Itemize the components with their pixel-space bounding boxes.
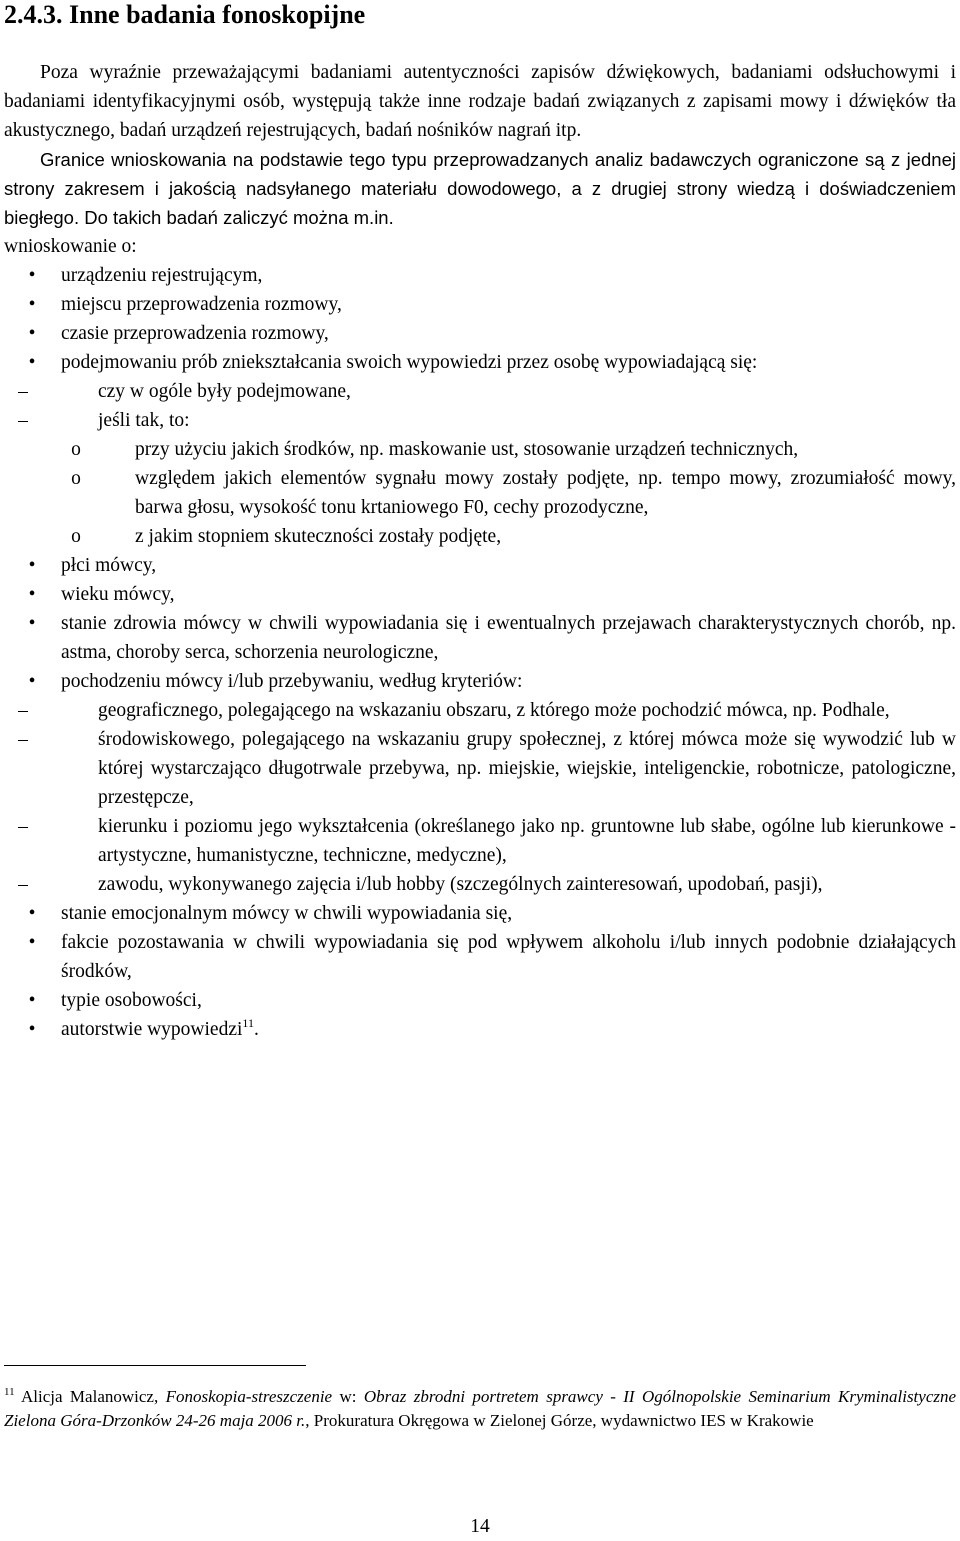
footnote-author: Alicja Malanowicz, <box>21 1387 159 1406</box>
list-item: • stanie zdrowia mówcy w chwili wypowiadania się i ewentualnych przejawach charakterystycznych chorób, np. astma, choroby serca, schorzenia neurologiczne, <box>4 609 956 667</box>
list-item: • czasie przeprowadzenia rozmowy, <box>4 319 956 348</box>
list-item: • autorstwie wypowiedzi$^{11}$. <box>4 1015 956 1044</box>
footnote-number: 11 <box>4 1386 15 1398</box>
dash-icon: – <box>18 874 28 895</box>
bullet-icon: • <box>28 265 36 286</box>
subsublist-item: o względem jakich elementów sygnału mowy zostały podjęte, np. tempo mowy, zrozumiałość mowy, barwa głosu, wysokość tonu krtaniowego F0, cechy prozodyczne, <box>98 464 956 522</box>
list-item: • miejscu przeprowadzenia rozmowy, <box>4 290 956 319</box>
subsublist-item: o z jakim stopniem skuteczności zostały podjęte, <box>98 522 956 551</box>
list-item: • stanie emocjonalnym mówcy w chwili wypowiadania się, <box>4 899 956 928</box>
page-number: 14 <box>470 1516 490 1537</box>
list-item: • fakcie pozostawania w chwili wypowiadania się pod wpływem alkoholu i/lub innych podobnie działających środków, <box>4 928 956 986</box>
list-item: • płci mówcy, <box>4 551 956 580</box>
footnote-source: Obraz zbrodni portretem sprawcy - II Ogólnopolskie Seminarium Kryminalistyczne Zielona Góra-Drzonków 24-26 maja 2006 r. <box>4 1387 957 1430</box>
footnote-publisher: , Prokuratura Okręgowa w Zielonej Górze, wydawnictwo IES w Krakowie <box>305 1411 814 1430</box>
section-heading: 2.4.3. Inne badania fonoskopijne <box>4 0 366 29</box>
circle-bullet-icon: o <box>71 439 81 460</box>
body-content <box>4 58 956 1044</box>
sublist-distortion <box>18 377 956 551</box>
bullet-icon: • <box>28 352 36 373</box>
bullet-icon: • <box>28 323 36 344</box>
sublist-item: – czy w ogóle były podejmowane, <box>61 377 956 406</box>
list-lead: wnioskowanie o: <box>4 236 137 257</box>
list-item: • wieku mówcy, <box>4 580 956 609</box>
sublist-origin-criteria <box>18 696 956 899</box>
bullet-icon: • <box>28 903 36 924</box>
dash-icon: – <box>18 729 28 750</box>
bullet-icon: • <box>28 1019 36 1040</box>
footnote-in: w: <box>339 1387 357 1406</box>
footnote-separator <box>4 1365 306 1366</box>
sublist-item: – zawodu, wykonywanego zajęcia i/lub hobby (szczególnych zainteresowań, upodobań, pasji), <box>61 870 956 899</box>
inference-list <box>4 261 956 1044</box>
sublist-if-yes <box>71 435 956 551</box>
paragraph-limits: Granice wnioskowania na podstawie tego typu przeprowadzanych analiz badawczych ograniczone są z jednej strony zakresem i jakością nadsyłanego materiału dowodowego, a z drugiej strony wiedzą i doświadczeniem biegłego. Do takich badań zaliczyć można m.in. <box>4 149 956 228</box>
list-item: • urządzeniu rejestrującym, <box>4 261 956 290</box>
list-item: • typie osobowości, <box>4 986 956 1015</box>
dash-icon: – <box>18 410 28 431</box>
bullet-icon: • <box>28 671 36 692</box>
circle-bullet-icon: o <box>71 526 81 547</box>
dash-icon: – <box>18 700 28 721</box>
footnote-title: Fonoskopia-streszczenie <box>165 1387 333 1406</box>
sublist-item: – kierunku i poziomu jego wykształcenia (określanego jako np. gruntowne lub słabe, ogólne lub kierunkowe - artystyczne, humanistyczne, techniczne, medyczne), <box>61 812 956 870</box>
bullet-icon: • <box>28 294 36 315</box>
subsublist-item: o przy użyciu jakich środków, np. maskowanie ust, stosowanie urządzeń technicznych, <box>98 435 956 464</box>
list-item: • podejmowaniu prób zniekształcania swoich wypowiedzi przez osobę wypowiadającą się: – czy w ogóle były podejmowane, – jeśli tak, to: o przy użyciu jakich środków, np. maskowanie ust, stosowanie urządzeń technicznych, o względem jakich elementów sygnału mowy zostały podjęte, np. tempo mowy, zrozumiałość mowy, barwa głosu, wysokość tonu krtaniowego F0, cechy prozodyczne, o z jakim stopniem skuteczności zostały podjęte, <box>4 348 956 551</box>
footnote-reference[interactable]: 11 <box>242 1016 254 1030</box>
sublist-item: – środowiskowego, polegającego na wskazaniu grupy społecznej, z której mówca może się wywodzić lub w której wystarczająco długotrwale przebywa, np. miejskie, wiejskie, inteligenckie, robotnicze, patologiczne, przestępcze, <box>61 725 956 812</box>
footnote <box>4 1385 956 1433</box>
sublist-item: – geograficznego, polegającego na wskazaniu obszaru, z którego może pochodzić mówca, np. Podhale, <box>61 696 956 725</box>
dash-icon: – <box>18 816 28 837</box>
bullet-icon: • <box>28 990 36 1011</box>
bullet-icon: • <box>28 613 36 634</box>
paragraph-intro: Poza wyraźnie przeważającymi badaniami autentyczności zapisów dźwiękowych, badaniami odsłuchowymi i badaniami identyfikacyjnymi osób, występują także inne rodzaje badań związanych z zapisami mowy i dźwięków tła akustycznego, badań urządzeń rejestrujących, badań nośników nagrań itp. <box>4 62 956 141</box>
sublist-item: – jeśli tak, to: o przy użyciu jakich środków, np. maskowanie ust, stosowanie urządzeń technicznych, o względem jakich elementów sygnału mowy zostały podjęte, np. tempo mowy, zrozumiałość mowy, barwa głosu, wysokość tonu krtaniowego F0, cechy prozodyczne, o z jakim stopniem skuteczności zostały podjęte, <box>61 406 956 551</box>
bullet-icon: • <box>28 932 36 953</box>
circle-bullet-icon: o <box>71 468 81 489</box>
bullet-icon: • <box>28 584 36 605</box>
list-item: • pochodzeniu mówcy i/lub przebywaniu, według kryteriów: – geograficznego, polegającego na wskazaniu obszaru, z którego może pochodzić mówca, np. Podhale, – środowiskowego, polegającego na wskazaniu grupy społecznej, z której mówca może się wywodzić lub w której wystarczająco długotrwale przebywa, np. miejskie, wiejskie, inteligenckie, robotnicze, patologiczne, przestępcze, – kierunku i poziomu jego wykształcenia (określanego jako np. gruntowne lub słabe, ogólne lub kierunkowe - artystyczne, humanistyczne, techniczne, medyczne), – zawodu, wykonywanego zajęcia i/lub hobby (szczególnych zainteresowań, upodobań, pasji), <box>4 667 956 899</box>
dash-icon: – <box>18 381 28 402</box>
bullet-icon: • <box>28 555 36 576</box>
